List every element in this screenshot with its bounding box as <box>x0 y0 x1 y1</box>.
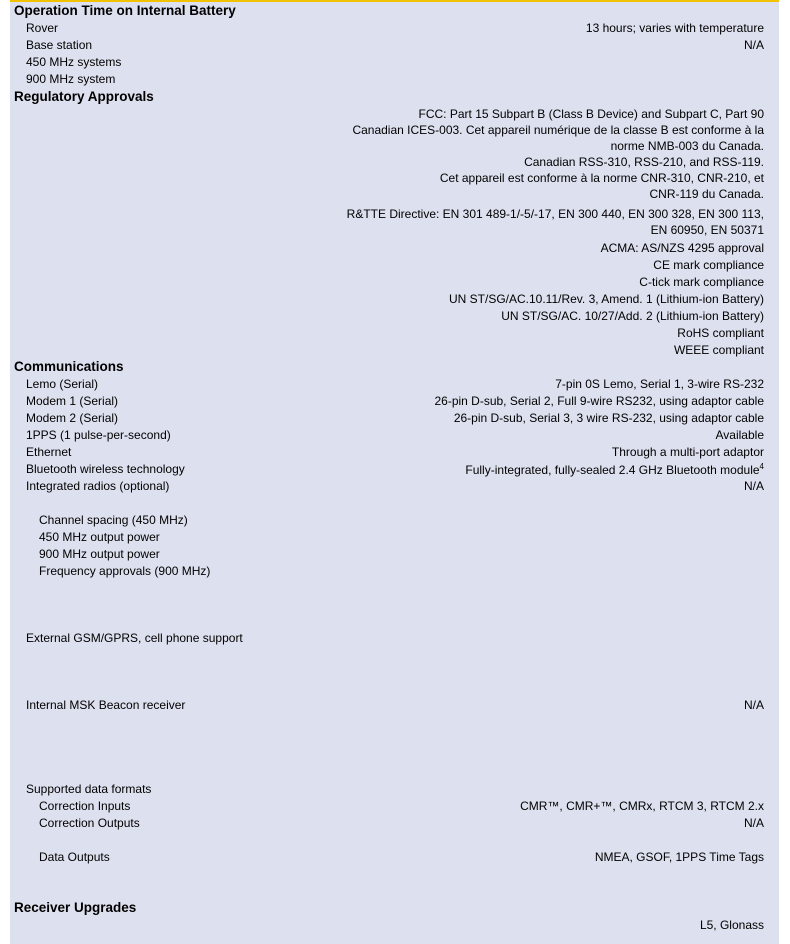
data-outputs-value: NMEA, GSOF, 1PPS Time Tags <box>594 850 764 864</box>
rover-label: Rover <box>26 21 59 35</box>
data-formats-label: Supported data formats <box>26 782 152 796</box>
bluetooth-value <box>465 462 764 479</box>
bluetooth-label: Bluetooth wireless technology <box>26 462 185 476</box>
data-outputs-label: Data Outputs <box>39 850 110 864</box>
m450-label: 450 MHz systems <box>26 55 122 69</box>
p900-label: 900 MHz output power <box>39 547 160 561</box>
reg-line: FCC: Part 15 Subpart B (Class B Device) and Subpart C, Part 90 <box>418 107 764 121</box>
reg-line: RoHS compliant <box>677 326 764 340</box>
rover-value: 13 hours; varies with temperature <box>585 21 764 35</box>
p450-label: 450 MHz output power <box>39 530 160 544</box>
reg-line: ACMA: AS/NZS 4295 approval <box>600 241 764 255</box>
reg-line: norme NMB-003 du Canada. <box>610 139 764 153</box>
communications-title: Communications <box>14 359 124 374</box>
reg-line: CE mark compliance <box>653 258 764 272</box>
modem2-value: 26-pin D-sub, Serial 3, 3 wire RS-232, using adaptor cable <box>453 411 764 425</box>
ethernet-label: Ethernet <box>26 445 72 459</box>
operation-title: Operation Time on Internal Battery <box>14 3 236 18</box>
spec-sheet <box>10 0 779 944</box>
lemo-value: 7-pin 0S Lemo, Serial 1, 3-wire RS-232 <box>555 377 764 391</box>
msk-label: Internal MSK Beacon receiver <box>26 698 186 712</box>
reg-line: UN ST/SG/AC.10.11/Rev. 3, Amend. 1 (Lithium-ion Battery) <box>448 292 764 306</box>
base-value: N/A <box>743 38 764 52</box>
reg-line: CNR-119 du Canada. <box>649 187 764 201</box>
base-label: Base station <box>26 38 93 52</box>
m900-label: 900 MHz system <box>26 72 116 86</box>
reg-line: Cet appareil est conforme à la norme CNR-310, CNR-210, et <box>439 171 764 185</box>
ethernet-value: Through a multi-port adaptor <box>611 445 764 459</box>
pps-value: Available <box>715 428 764 442</box>
modem1-value: 26-pin D-sub, Serial 2, Full 9-wire RS232, using adaptor cable <box>434 394 764 408</box>
channel-spacing-label: Channel spacing (450 MHz) <box>39 513 188 527</box>
upgrades-value: L5, Glonass <box>699 918 764 932</box>
correction-inputs-label: Correction Inputs <box>39 799 131 813</box>
lemo-label: Lemo (Serial) <box>26 377 99 391</box>
reg-line: Canadian ICES-003. Cet appareil numérique de la classe B est conforme à la <box>352 123 764 137</box>
correction-outputs-value: N/A <box>743 816 764 830</box>
pps-label: 1PPS (1 pulse-per-second) <box>26 428 171 442</box>
correction-inputs-value: CMR™, CMR+™, CMRx, RTCM 3, RTCM 2.x <box>520 799 764 813</box>
reg-line: EN 60950, EN 50371 <box>650 223 764 237</box>
upgrades-title: Receiver Upgrades <box>14 900 137 915</box>
regulatory-title: Regulatory Approvals <box>14 89 154 104</box>
gsm-label: External GSM/GPRS, cell phone support <box>26 631 243 645</box>
radios-label: Integrated radios (optional) <box>26 479 170 493</box>
footnote-marker: 4 <box>759 462 764 471</box>
reg-line: Canadian RSS-310, RSS-210, and RSS-119. <box>524 155 764 169</box>
top-accent-line <box>10 0 779 2</box>
radios-value: N/A <box>743 479 764 493</box>
bluetooth-value-text: Fully-integrated, fully-sealed 2.4 GHz Bluetooth module <box>465 463 760 477</box>
freq-approvals-label: Frequency approvals (900 MHz) <box>39 564 211 578</box>
reg-line: WEEE compliant <box>673 343 764 357</box>
correction-outputs-label: Correction Outputs <box>39 816 140 830</box>
reg-line: UN ST/SG/AC. 10/27/Add. 2 (Lithium-ion Battery) <box>501 309 764 323</box>
reg-line: R&TTE Directive: EN 301 489-1/-5/-17, EN 300 440, EN 300 328, EN 300 113, <box>346 207 764 221</box>
msk-value: N/A <box>743 698 764 712</box>
modem1-label: Modem 1 (Serial) <box>26 394 119 408</box>
reg-line: C-tick mark compliance <box>639 275 764 289</box>
modem2-label: Modem 2 (Serial) <box>26 411 119 425</box>
